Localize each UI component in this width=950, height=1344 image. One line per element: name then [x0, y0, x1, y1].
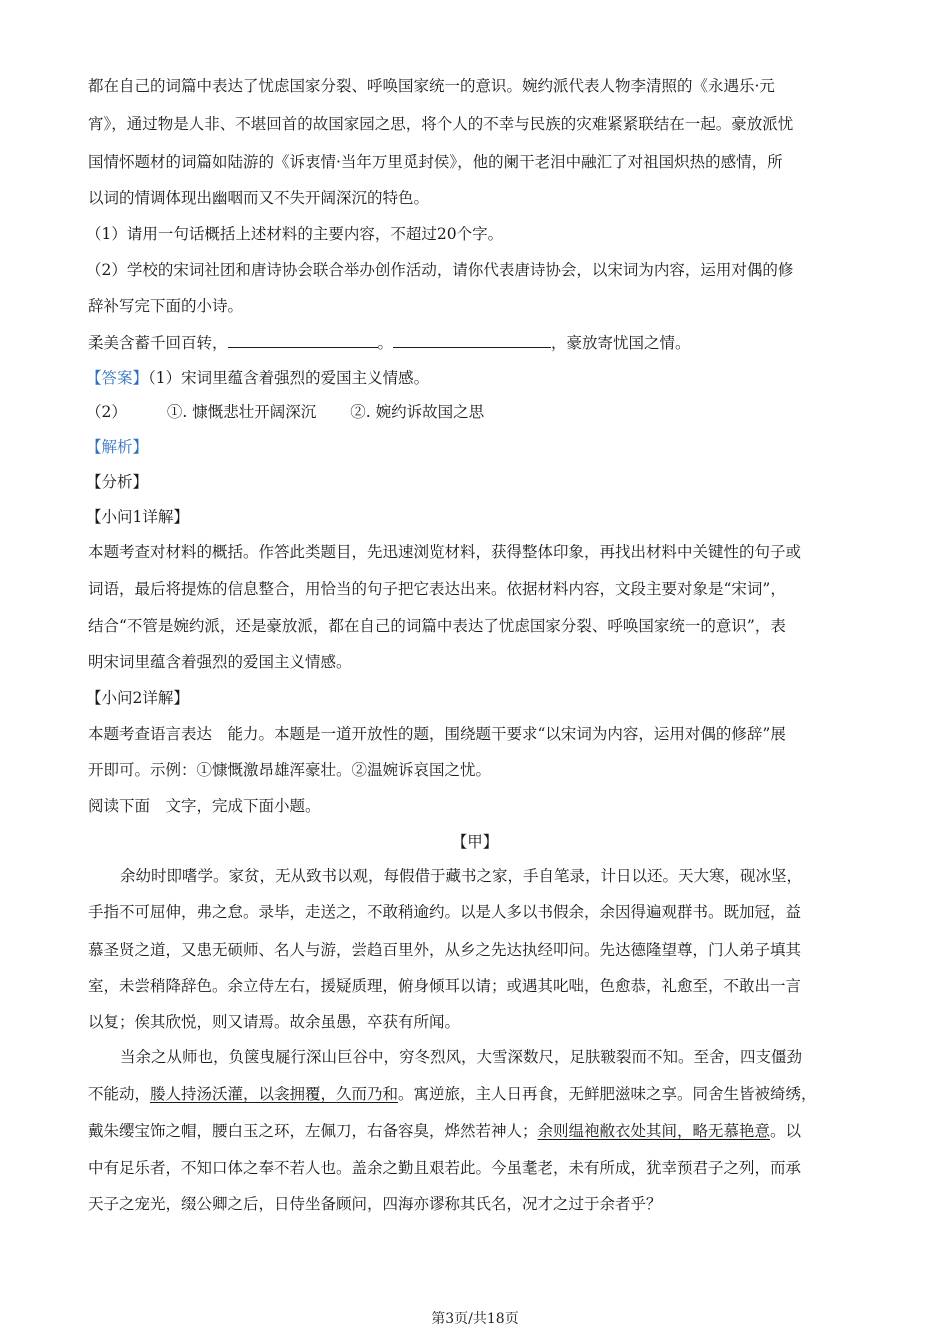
- intro-line-4: 以词的情调体现出幽咽而又不失开阔深沉的特色。: [88, 189, 430, 207]
- poem-mid: 。: [377, 334, 394, 352]
- p2-line-3: [88, 1121, 801, 1141]
- p2-line-3-post: 。以: [770, 1122, 802, 1140]
- answer-line-2: [86, 402, 484, 422]
- answer-line-1: [86, 368, 429, 388]
- analysis-tag: 【解析】: [86, 438, 149, 456]
- intro-line-1: 都在自己的词篇中表达了忧虑国家分裂、呼唤国家统一的意识。婉约派代表人物李清照的《永遇乐·元: [88, 77, 775, 95]
- analysis-fenxi: 【分析】: [86, 473, 149, 491]
- answer-2-option-1: ①. 慷慨悲壮开阔深沉: [166, 403, 317, 421]
- section-jia-title: 【甲】: [451, 833, 499, 851]
- p2-line-2-pre: 不能动，: [88, 1085, 151, 1103]
- p2-line-3-pre: 戴朱缨宝饰之帽，腰白玉之环，左佩刀，右备容臭，烨然若神人；: [88, 1122, 538, 1140]
- intro-line-3: 国情怀题材的词篇如陆游的《诉衷情·当年万里觅封侯》，他的阑干老泪中融汇了对祖国炽热的感情，所: [88, 153, 783, 171]
- p1-line-5: 以复；俟其欣悦，则又请焉。故余虽愚，卒获有所闻。: [88, 1013, 461, 1031]
- p2-line-2-post: 。寓逆旅，主人日再食，无鲜肥滋味之享。同舍生皆被绮绣，: [398, 1085, 817, 1103]
- poem-end: ，豪放寄忧国之情。: [551, 334, 691, 352]
- underlined-sentence-2: 余则缊袍敝衣处其间，略无慕艳意: [537, 1122, 771, 1140]
- sub2-line-1: 本题考查语言表达 能力。本题是一道开放性的题，围绕题干要求“以宋词为内容，运用对偶的修辞”展: [88, 725, 786, 743]
- poem-blank-2[interactable]: [393, 332, 551, 348]
- p1-line-4: 室，未尝稍降辞色。余立侍左右，援疑质理，俯身倾耳以请；或遇其叱咄，色愈恭，礼愈至，不敢出一言: [88, 977, 802, 995]
- question-2-line-1: （2）学校的宋词社团和唐诗协会联合举办创作活动，请你代表唐诗协会，以宋词为内容，运用对偶的修: [86, 261, 794, 279]
- sub1-line-2: 词语，最后将提炼的信息整合，用恰当的句子把它表达出来。依据材料内容，文段主要对象是“宋词”，: [88, 580, 786, 598]
- answer-tag: 【答案】: [86, 369, 149, 387]
- question-1: （1）请用一句话概括上述材料的主要内容，不超过20个字。: [86, 225, 504, 243]
- sub1-line-3: 结合“不管是婉约派，还是豪放派，都在自己的词篇中表达了忧虑国家分裂、呼唤国家统一的意识”，表: [88, 617, 786, 635]
- p2-line-5: 天子之宠光，缀公卿之后，日侍坐备顾问，四海亦谬称其氏名，况才之过于余者乎？: [88, 1195, 662, 1213]
- p1-line-3: 慕圣贤之道，又患无硕师、名人与游，尝趋百里外，从乡之先达执经叩问。先达德隆望尊，门人弟子填其: [88, 941, 802, 959]
- sub1-line-1: 本题考查对材料的概括。作答此类题目，先迅速浏览材料，获得整体印象，再找出材料中关键性的句子或: [88, 543, 802, 561]
- reading-instruction: 阅读下面 文字，完成下面小题。: [88, 797, 321, 815]
- poem-blank-1[interactable]: [228, 332, 378, 348]
- question-2-line-2: 辞补写完下面的小诗。: [88, 297, 244, 315]
- p1-line-1: 余幼时即嗜学。家贫，无从致书以观，每假借于藏书之家，手自笔录，计日以还。天大寒，砚冰坚，: [120, 867, 803, 885]
- underlined-sentence-1: 媵人持汤沃灌，以衾拥覆，久而乃和: [150, 1085, 399, 1103]
- intro-line-2: 宵》，通过物是人非、不堪回首的故国家园之思，将个人的不幸与民族的灾难紧紧联结在一起。豪放派忧: [88, 115, 794, 133]
- sub1-line-4: 明宋词里蕴含着强烈的爱国主义情感。: [88, 653, 352, 671]
- p2-line-4: 中有足乐者，不知口体之奉不若人也。盖余之勤且艰若此。今虽耄老，未有所成，犹幸预君子之列，而承: [88, 1159, 802, 1177]
- poem-line: [88, 332, 691, 353]
- p2-line-2: [88, 1084, 817, 1104]
- answer-1: （1）宋词里蕴含着强烈的爱国主义情感。: [148, 369, 430, 387]
- answer-2-num: （2）: [86, 403, 127, 421]
- page-number: 第3页/共18页: [431, 1311, 519, 1327]
- poem-start: 柔美含蓄千回百转，: [88, 334, 228, 352]
- sub2-line-2: 开即可。示例：①慷慨激昂雄浑豪壮。②温婉诉哀国之忧。: [88, 761, 492, 779]
- p2-line-1: 当余之从师也，负箧曳屣行深山巨谷中，穷冬烈风，大雪深数尺，足肤皲裂而不知。至舍，四支僵劲: [120, 1048, 803, 1066]
- sub-question-2-title: 【小问2详解】: [86, 689, 189, 707]
- answer-2-option-2: ②. 婉约诉故国之思: [350, 403, 485, 421]
- sub-question-1-title: 【小问1详解】: [86, 508, 189, 526]
- p1-line-2: 手指不可屈伸，弗之怠。录毕，走送之，不敢稍逾约。以是人多以书假余，余因得遍观群书。既加冠，益: [88, 903, 802, 921]
